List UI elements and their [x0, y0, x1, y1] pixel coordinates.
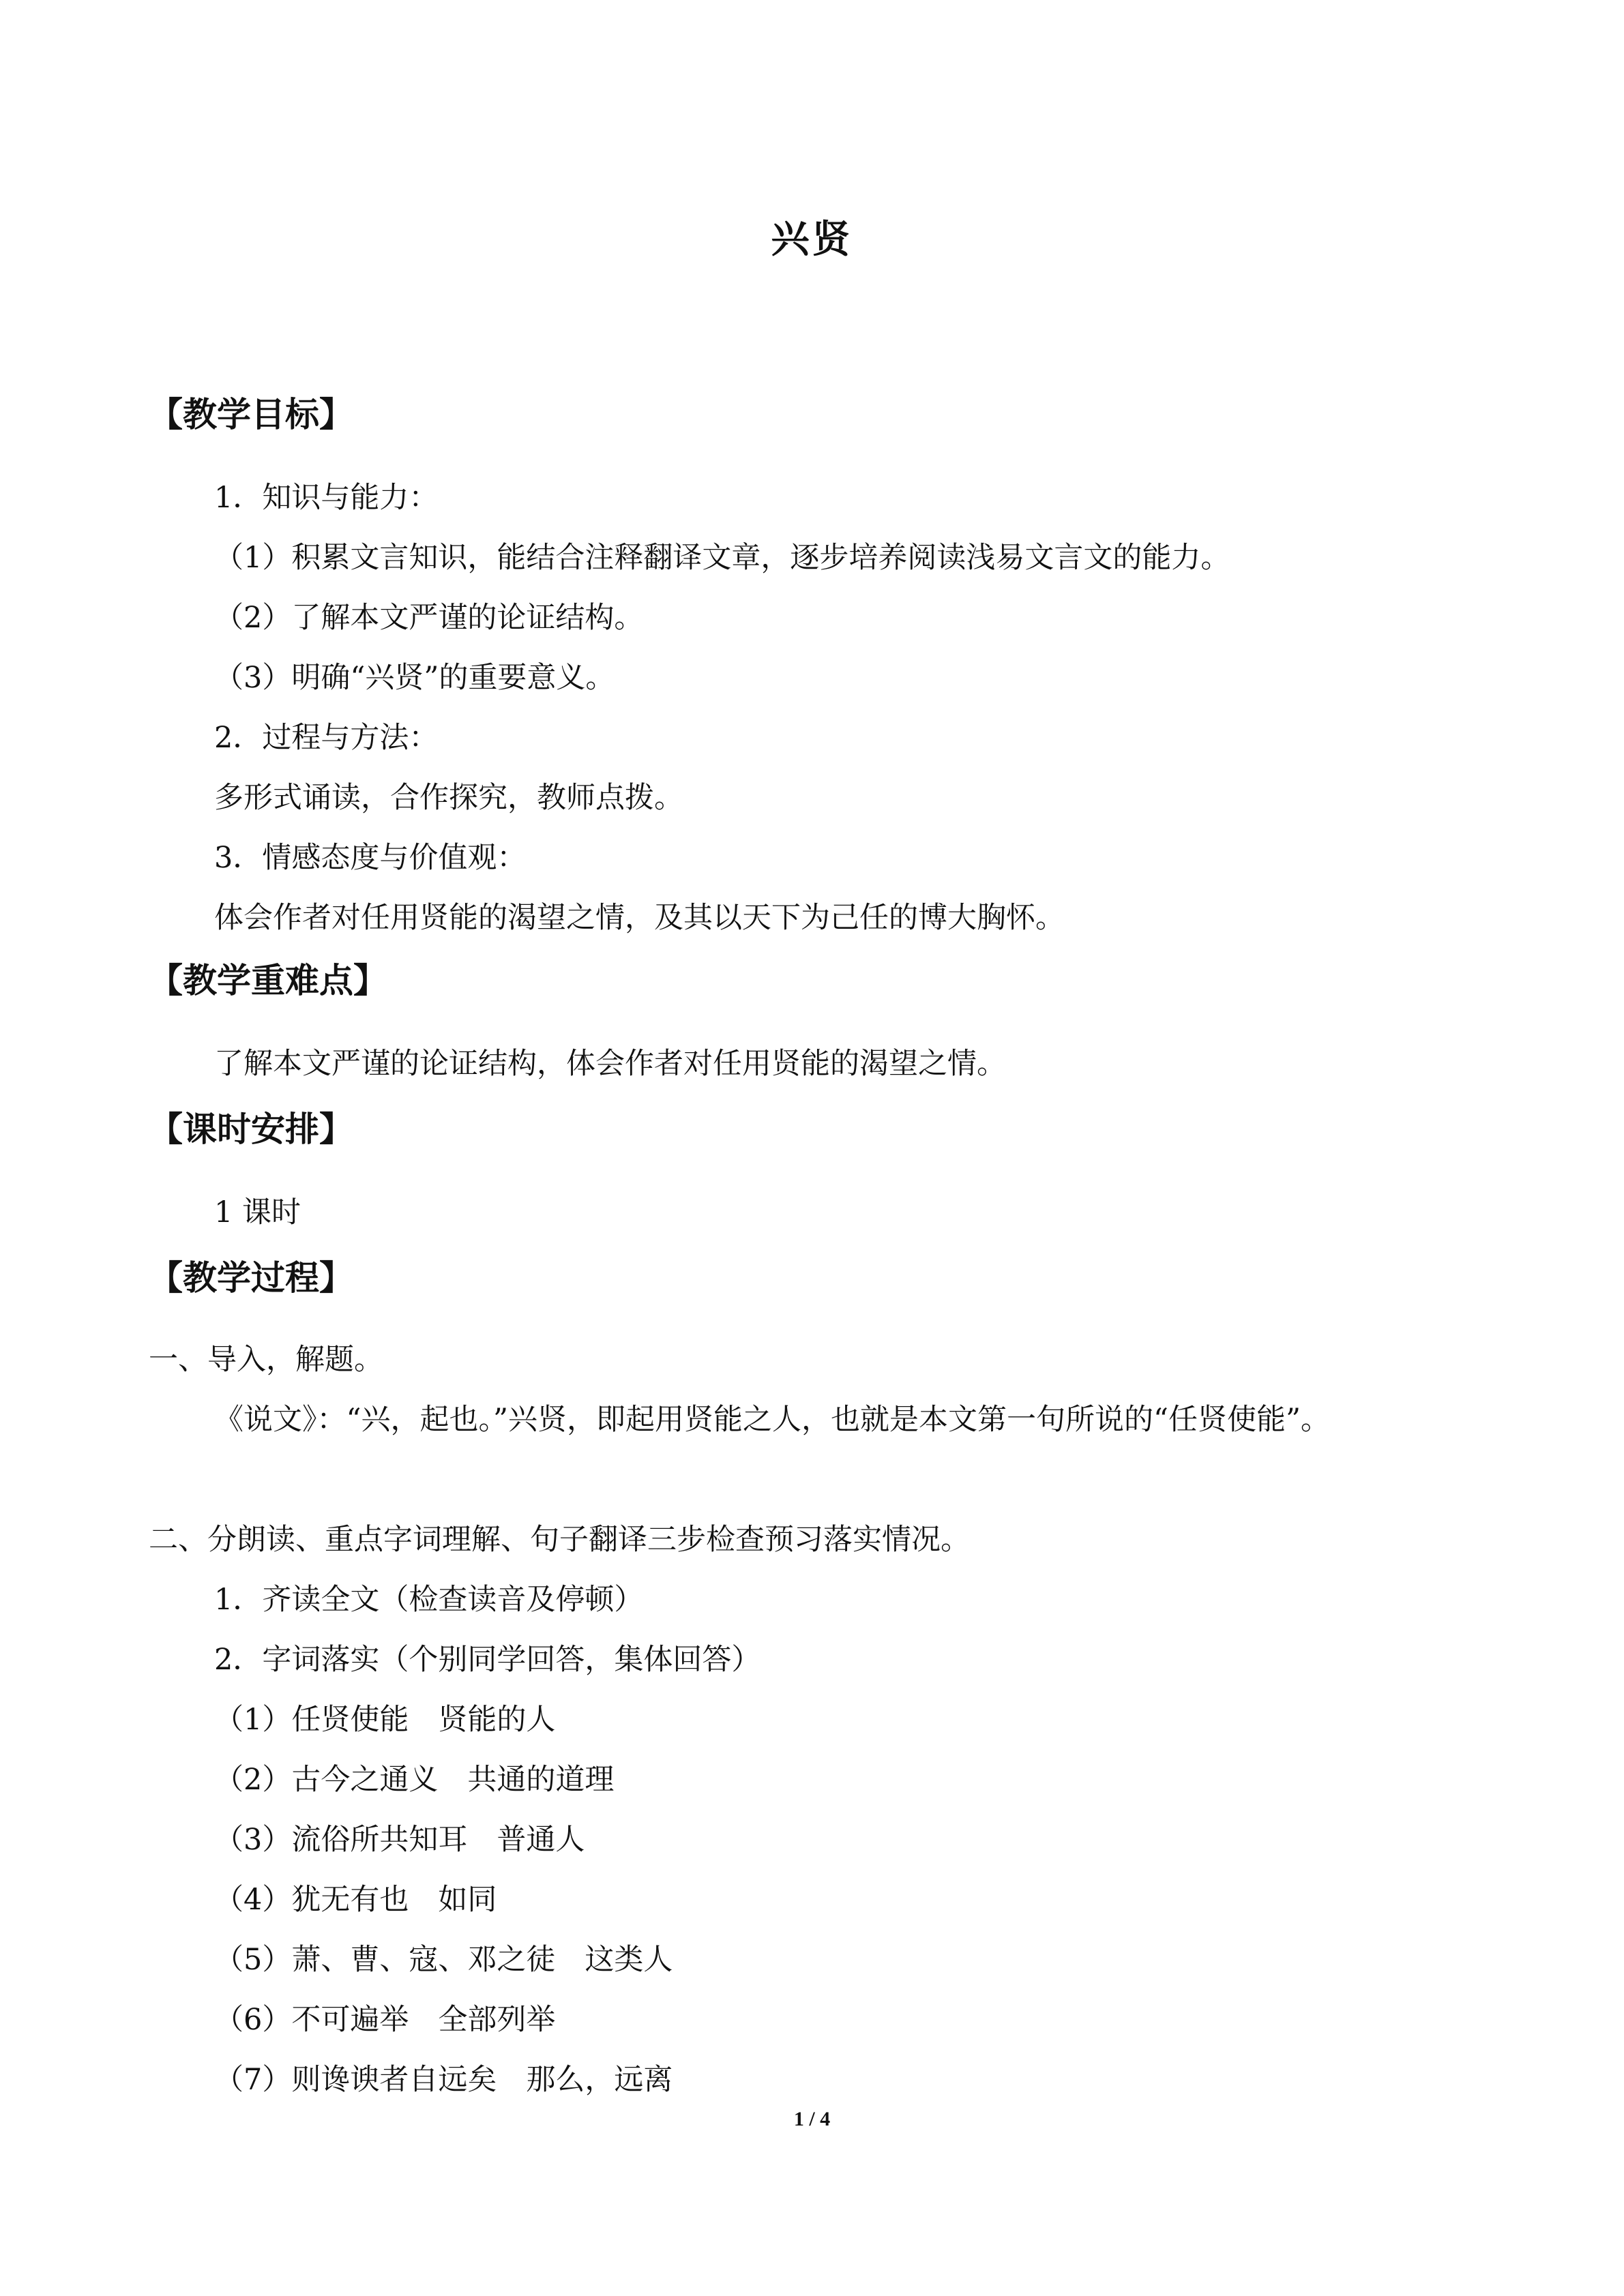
process-line: （6）不可遍举 全部列举	[214, 2003, 556, 2037]
process-line: 2．字词落实（个别同学回答，集体回答）	[214, 1643, 761, 1677]
heading-schedule: 【课时安排】	[149, 1109, 353, 1149]
objective-line: 3．情感态度与价值观：	[214, 841, 527, 875]
process-line: （3）流俗所共知耳 普通人	[214, 1823, 585, 1857]
heading-objectives: 【教学目标】	[149, 395, 353, 434]
objective-line: 体会作者对任用贤能的渴望之情，及其以天下为己任的博大胸怀。	[214, 901, 1065, 935]
heading-process: 【教学过程】	[149, 1258, 353, 1298]
objective-line: 1．知识与能力：	[214, 481, 439, 515]
key-point-line: 了解本文严谨的论证结构，体会作者对任用贤能的渴望之情。	[214, 1047, 1006, 1081]
objective-line: （1）积累文言知识，能结合注释翻译文章，逐步培养阅读浅易文言文的能力。	[214, 541, 1230, 575]
document-title: 兴贤	[771, 218, 853, 262]
process-line: （4）犹无有也 如同	[214, 1883, 497, 1917]
process-step-title: 二、分朗读、重点字词理解、句子翻译三步检查预习落实情况。	[149, 1523, 970, 1557]
process-line: （2）古今之通义 共通的道理	[214, 1763, 615, 1797]
objective-line: 2．过程与方法：	[214, 721, 439, 755]
process-step-paragraph: 《说文》：“兴，起也。”兴贤，即起用贤能之人，也就是本文第一句所说的“任贤使能”。	[214, 1403, 1330, 1437]
process-line: （5）萧、曹、寇、邓之徒 这类人	[214, 1943, 673, 1977]
objective-line: （2）了解本文严谨的论证结构。	[214, 601, 644, 635]
objective-line: （3）明确“兴贤”的重要意义。	[214, 661, 615, 695]
objective-line: 多形式诵读，合作探究，教师点拨。	[214, 781, 683, 815]
process-line: （7）则谗谀者自远矣 那么，远离	[214, 2063, 673, 2097]
schedule-line: 1 课时	[214, 1195, 301, 1229]
process-line: （1）任贤使能 贤能的人	[214, 1703, 556, 1737]
page-number: 1 / 4	[793, 2108, 831, 2130]
heading-key-points: 【教学重难点】	[149, 961, 387, 1000]
process-line: 1．齐读全文（检查读音及停顿）	[214, 1583, 644, 1617]
process-step-title: 一、导入，解题。	[149, 1343, 383, 1377]
